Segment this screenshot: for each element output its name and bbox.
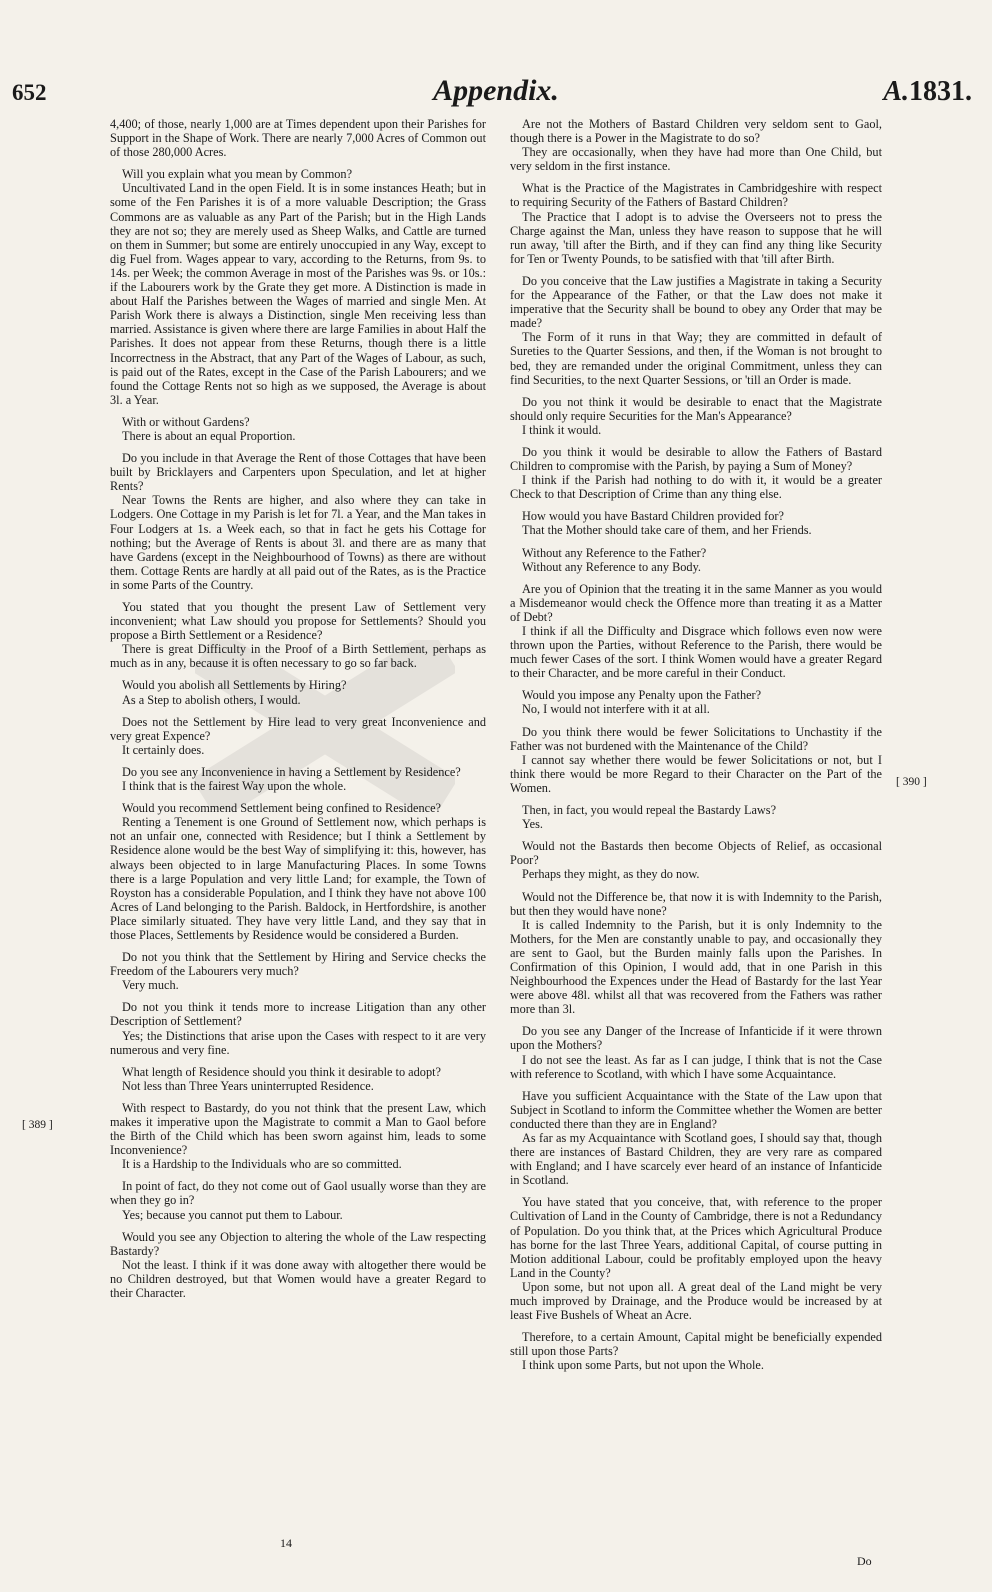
question-paragraph: What is the Practice of the Magistrates in Cambridgeshire with respect to requiring Security of the Fathers of Bastard Children?: [510, 181, 882, 210]
answer-paragraph: There is great Difficulty in the Proof of a Birth Settlement, perhaps as much as in any, because it is often necessary to go so far back.: [110, 642, 486, 671]
question-paragraph: With respect to Bastardy, do you not think that the present Law, which makes it imperative upon the Magistrate to commit a Man to Gaol before the Birth of the Child which has been sworn against him, leads to some Inconvenience?: [110, 1100, 486, 1158]
right-column: [510, 117, 882, 1373]
answer-paragraph: It is called Indemnity to the Parish, but it is only Indemnity to the Mothers, for the Men are constantly unable to pay, and occasionally they are sent to Gaol, but the Burden mainly falls upon the Parishes. In Confirmation of this Opinion, I would add, that in one Parish in this Neighbourhood the Expences under the Head of Bastardy for the last Year were above 48l. whilst all that was recovered from the Fathers was rather more than 3l.: [510, 917, 882, 1017]
answer-paragraph: I think it would.: [522, 422, 602, 437]
answer-paragraph: That the Mother should take care of them, and her Friends.: [522, 523, 812, 538]
margin-ref-left: [ 389 ]: [22, 1119, 53, 1131]
answer-paragraph: I think that is the fairest Way upon the whole.: [122, 779, 347, 794]
answer-paragraph: The Form of it runs in that Way; they are committed in default of Sureties to the Quarter Sessions, and then, if the Woman is not brought to bed, they are remanded under the original Commitment, unless they can find Securities, to the next Quarter Sessions, or 'till an Order is made.: [510, 330, 882, 387]
answer-paragraph: Renting a Tenement is one Ground of Settlement now, which perhaps is not an unfair one, connected with Residence; but I think a Settlement by Residence alone would be the best Way of simplifying it: this, however, has always been objected to in large Manufacturing Places. In some Towns there is a large Population and very little Land; for example, the Town of Royston has a considerable Population, and I think they have not above 100 Acres of Land belonging to the Parish. Baldock, in Hertfordshire, is another Place similarly situated. They have very little Land, and they say that in those Places, Settlements by Residence would be considered a Burden.: [110, 815, 486, 942]
answer-paragraph: No, I would not interfere with it at all.: [522, 702, 710, 717]
answer-paragraph: Not the least. I think if it was done away with altogether there would be no Children destroyed, but that Women would have a greater Regard to their Character.: [110, 1257, 486, 1301]
question-paragraph: Do you see any Inconvenience in having a Settlement by Residence?: [122, 764, 461, 779]
answer-paragraph: 4,400; of those, nearly 1,000 are at Times dependent upon their Parishes for Support in the Shape of Work. There are nearly 7,000 Acres of Common out of those 280,000 Acres.: [110, 117, 486, 160]
question-paragraph: You have stated that you conceive, that, with reference to the proper Cultivation of Land in the County of Cambridge, there is not a Redundancy of Population. Do you think that, at the Prices which Agricultural Produce has borne for the last Three Years, additional Capital, of course putting in Motion additional Labour, could be profitably employed upon the heavy Land in the County?: [510, 1195, 882, 1280]
answer-paragraph: They are occasionally, when they have had more than One Child, but very seldom in the first instance.: [510, 145, 882, 174]
answer-paragraph: It is a Hardship to the Individuals who are so committed.: [122, 1157, 402, 1172]
question-paragraph: Would not the Difference be, that now it is with Indemnity to the Parish, but then they would have none?: [510, 889, 882, 918]
question-paragraph: Do not you think that the Settlement by Hiring and Service checks the Freedom of the Labourers very much?: [110, 950, 486, 979]
folio-signature: 14: [280, 1536, 292, 1550]
question-paragraph: Do you include in that Average the Rent of those Cottages that have been built by Bricklayers and Carpenters upon Speculation, and let at higher Rents?: [110, 451, 486, 494]
question-paragraph: Then, in fact, you would repeal the Bastardy Laws?: [522, 803, 777, 818]
year-prefix: A.: [883, 76, 909, 107]
question-paragraph: Would you see any Objection to altering the whole of the Law respecting Bastardy?: [110, 1229, 486, 1258]
answer-paragraph: Yes; because you cannot put them to Labour.: [122, 1207, 343, 1222]
year-number: 1831.: [909, 76, 972, 107]
catchword: Do: [857, 1554, 872, 1568]
question-paragraph: Therefore, to a certain Amount, Capital might be beneficially expended still upon those Parts?: [510, 1330, 882, 1359]
answer-paragraph: Perhaps they might, as they do now.: [522, 867, 700, 882]
question-paragraph: Would you impose any Penalty upon the Father?: [522, 688, 762, 703]
question-paragraph: What length of Residence should you think it desirable to adopt?: [122, 1064, 441, 1079]
question-paragraph: With or without Gardens?: [122, 414, 250, 429]
year-heading: [883, 76, 972, 108]
page-number: 652: [12, 80, 47, 105]
question-paragraph: Do you think it would be desirable to allow the Fathers of Bastard Children to compromise with the Parish, by paying a Sum of Money?: [510, 444, 882, 474]
question-paragraph: Do not you think it tends more to increase Litigation than any other Description of Settlement?: [110, 1000, 486, 1029]
question-paragraph: Will you explain what you mean by Common?: [122, 167, 353, 182]
answer-paragraph: I think upon some Parts, but not upon the Whole.: [522, 1358, 764, 1373]
question-paragraph: Without any Reference to the Father?: [522, 545, 707, 560]
answer-paragraph: Uncultivated Land in the open Field. It is in some instances Heath; but in some of the Fen Parishes it is of a more valuable Description; the Grass Commons are as valuable as any Part of the Parish; but in the High Lands they are not so; they are merely used as Sheep Walks, and Cattle are turned on them in Summer; but some are entirely unoccupied in any Way, except to dig Fuel from. Wages appear to vary, according to the Returns, from 9s. to 14s. per Week; the common Average in most of the Parishes was 9s. or 10s.: if the Labourers work by the Grate they get more. A Distinction is made in about Half the Parishes between the Wages of married and single Men. At Parish Work there is always a Distinction, single Men receiving less than married. Assistance is given where there are large Families in about Half the Parishes. It does not appear from these Returns, though there is a little Incorrectness in the Abstract, that any Part of the Wages of Labour, as such, is paid out of the Rates, except in the Case of the Parish Labourers; and we found the Cottage Rents not so high as we supposed, the Average is about 3l. a Year.: [110, 181, 486, 407]
answer-paragraph: I do not see the least. As far as I can judge, I think that is not the Case with reference to Scotland, with which I have some Acquaintance.: [510, 1052, 882, 1081]
question-paragraph: Are you of Opinion that the treating it in the same Manner as you would a Misdemeanor would check the Offence more than treating it as a Matter of Debt?: [510, 581, 882, 624]
question-paragraph: In point of fact, do they not come out of Gaol usually worse than they are when they go in?: [110, 1179, 486, 1208]
left-column: [110, 117, 486, 1300]
question-paragraph: Would you recommend Settlement being confined to Residence?: [122, 801, 441, 816]
answer-paragraph: As far as my Acquaintance with Scotland goes, I should say that, though there are instances of Bastard Children, they are very rare as compared with England; and I have scarcely ever heard of an instance of Infanticide in Scotland.: [510, 1131, 882, 1188]
answer-paragraph: Very much.: [122, 978, 179, 993]
question-paragraph: Do you think there would be fewer Solicitations to Unchastity if the Father was not burdened with the Maintenance of the Child?: [510, 724, 882, 753]
answer-paragraph: The Practice that I adopt is to advise the Overseers not to press the Charge against the Man, unless they have reason to suppose that he will run away, 'till after the Birth, and if they can find any thing like Security for Ten or Twenty Pounds, to be satisfied with that 'till after Birth.: [510, 209, 882, 266]
answer-paragraph: Not less than Three Years uninterrupted Residence.: [122, 1078, 374, 1093]
answer-paragraph: Yes.: [522, 817, 543, 832]
question-paragraph: Does not the Settlement by Hire lead to very great Inconvenience and very great Expence?: [110, 714, 486, 743]
answer-paragraph: As a Step to abolish others, I would.: [122, 692, 301, 707]
margin-ref-right: [ 390 ]: [896, 776, 927, 788]
question-paragraph: Would you abolish all Settlements by Hiring?: [122, 678, 347, 693]
answer-paragraph: Yes; the Distinctions that arise upon the Cases with respect to it are very numerous and very fine.: [110, 1028, 486, 1057]
answer-paragraph: It certainly does.: [122, 742, 205, 757]
question-paragraph: Do you conceive that the Law justifies a Magistrate in taking a Security for the Appearance of the Father, or that the Law does not make it imperative that the Security shall be bound to obey any Order that may be made?: [510, 273, 882, 331]
question-paragraph: Do you see any Danger of the Increase of Infanticide if it were thrown upon the Mothers?: [510, 1024, 882, 1053]
answer-paragraph: I think if the Parish had nothing to do with it, it would be a greater Check to that Description of Crime than any thing else.: [510, 473, 882, 502]
answer-paragraph: Near Towns the Rents are higher, and also where they can take in Lodgers. One Cottage in my Parish is let for 7l. a Year, and the Man takes in Four Lodgers at 1s. a Week each, so that in fact he gets his Cottage for nothing; but the Average of Rents is about 3l. and there are as many that have Gardens (except in the Neighbourhood of Towns) as there are without them. Cottage Rents are hardly at all paid out of the Rates, as is the Practice in some Parts of the Country.: [110, 493, 486, 592]
question-paragraph: Are not the Mothers of Bastard Children very seldom sent to Gaol, though there is a Power in the Magistrate to do so?: [510, 117, 882, 146]
question-paragraph: You stated that you thought the present Law of Settlement very inconvenient; what Law should you propose for Settlements? Should you propose a Birth Settlement or a Residence?: [110, 600, 486, 643]
answer-paragraph: Without any Reference to any Body.: [522, 559, 702, 574]
question-paragraph: How would you have Bastard Children provided for?: [522, 509, 784, 524]
question-paragraph: Do you not think it would be desirable to enact that the Magistrate should only require Securities for the Man's Appearance?: [510, 394, 882, 423]
answer-paragraph: Upon some, but not upon all. A great deal of the Land might be very much improved by Drainage, and the Produce would be increased by at least Five Bushels of Wheat an Acre.: [510, 1279, 882, 1323]
answer-paragraph: I cannot say whether there would be fewer Solicitations or not, but I think there would be more Regard to their Character on the Part of the Women.: [510, 752, 882, 795]
question-paragraph: Would not the Bastards then become Objects of Relief, as occasional Poor?: [510, 839, 882, 868]
answer-paragraph: I think if all the Difficulty and Disgrace which follows even now were thrown upon the Parties, without Reference to the Parish, there would be much fewer Cases of the sort. I think Women would have a greater Regard to their Character, and be more careful in their Conduct.: [510, 624, 882, 681]
running-title: Appendix.: [433, 74, 559, 107]
question-paragraph: Have you sufficient Acquaintance with the State of the Law upon that Subject in Scotland to inform the Committee whether the Women are better conducted there than they are in England?: [510, 1088, 882, 1131]
answer-paragraph: There is about an equal Proportion.: [122, 428, 296, 443]
